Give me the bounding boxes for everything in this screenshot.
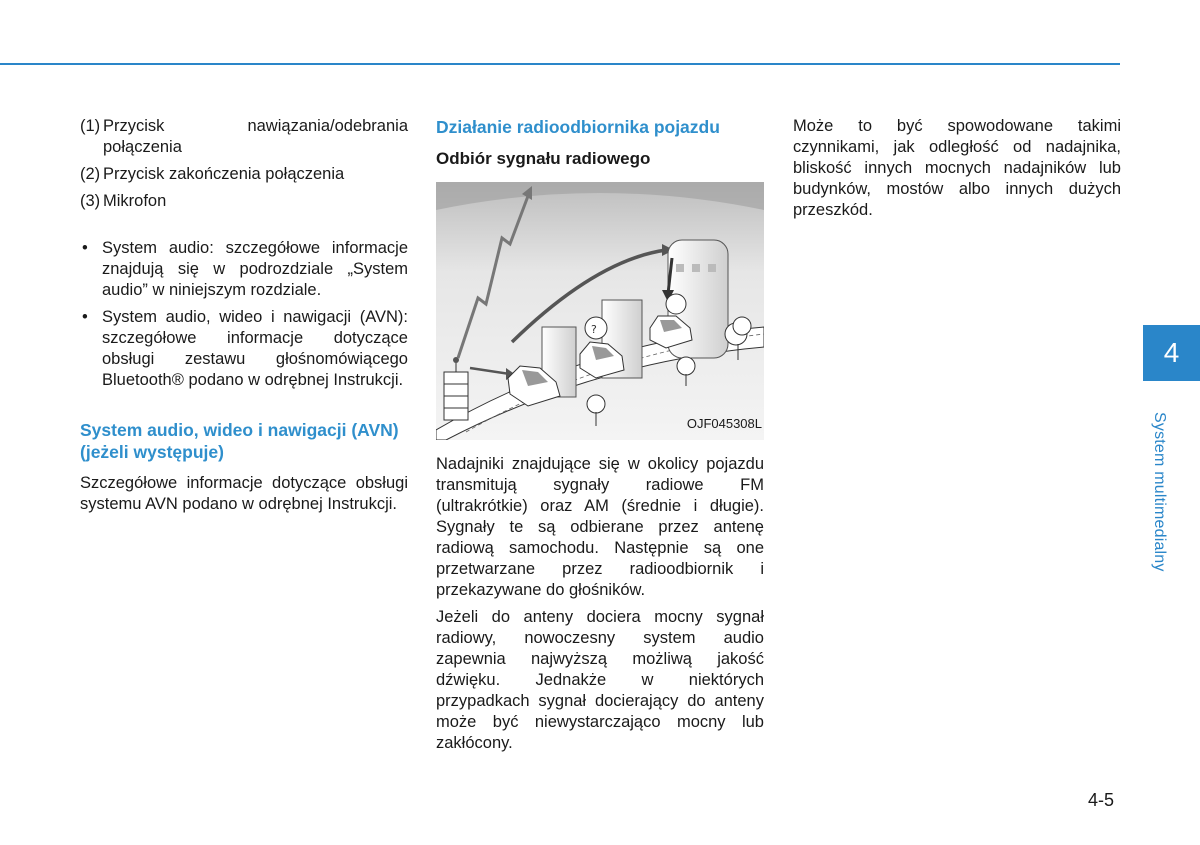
bullet-list (80, 238, 408, 391)
numbered-item (80, 116, 408, 158)
radio-section-heading: Działanie radioodbiornika pojazdu (436, 117, 720, 137)
bullet-mark: • (82, 308, 88, 326)
interference-paragraph: Może to być spowodowane takimi czynnikami, jak odległość od nadajnika, bliskość innych mocnych nadajników lub budynków, mostów albo innych dużych przeszkód. (793, 117, 1121, 219)
bullet-text: System audio: szczegółowe informacje znajdują się w podrozdziale „System audio” w niniejszym rozdziale. (102, 239, 408, 299)
item-number: (2) (80, 165, 101, 183)
numbered-item (80, 191, 408, 212)
item-number: (3) (80, 192, 101, 210)
left-column (80, 116, 408, 521)
bullet-item (80, 238, 408, 301)
radio-paragraph: Jeżeli do anteny dociera mocny sygnał radiowy, nowoczesny system audio zapewnia najwyższą możliwą jakość dźwięku. Jednakże w niektórych przypadkach sygnał docierający do anteny może być niewystarczająco mocny lub zakłócony. (436, 608, 764, 752)
item-text: Przycisk zakończenia połączenia (103, 165, 345, 183)
middle-column (436, 116, 764, 760)
top-rule (0, 63, 1120, 65)
item-text: Przycisk nawiązania/odebrania połączenia (103, 117, 408, 156)
item-text: Mikrofon (103, 192, 167, 210)
right-column (793, 116, 1121, 227)
numbered-item (80, 164, 408, 185)
chapter-title-vertical (1150, 412, 1178, 572)
figure-code: OJF045308L (686, 416, 762, 431)
bullet-text: System audio, wideo i nawigacji (AVN): szczegółowe informacje dotyczące obsługi zestawu głośnomówiącego Bluetooth® podano w odrębnej Instrukcji. (102, 308, 408, 389)
radio-reception-illustration (436, 182, 764, 440)
chapter-tab (1143, 325, 1200, 381)
svg-text:?: ? (591, 323, 597, 336)
bullet-mark: • (82, 239, 88, 257)
bullet-item (80, 307, 408, 391)
page-number: 4-5 (1088, 790, 1115, 810)
chapter-title: System multimedialny (1151, 412, 1168, 572)
avn-heading: System audio, wideo i nawigacji (AVN) (jeżeli występuje) (80, 420, 399, 462)
radio-subheading: Odbiór sygnału radiowego (436, 149, 651, 168)
item-number: (1) (80, 117, 101, 135)
chapter-number: 4 (1163, 337, 1180, 368)
radio-reception-figure (436, 182, 764, 440)
avn-text: Szczegółowe informacje dotyczące obsługi systemu AVN podano w odrębnej Instrukcji. (80, 474, 408, 513)
radio-paragraph: Nadajniki znajdujące się w okolicy pojazdu transmitują sygnały radiowe FM (ultrakrótkie) oraz AM (średnie i długie). Sygnały te są odbierane przez antenę radiową samochodu. Następnie są one przetwarzane przez radioodbiornik i przekazywane do głośników. (436, 455, 764, 599)
